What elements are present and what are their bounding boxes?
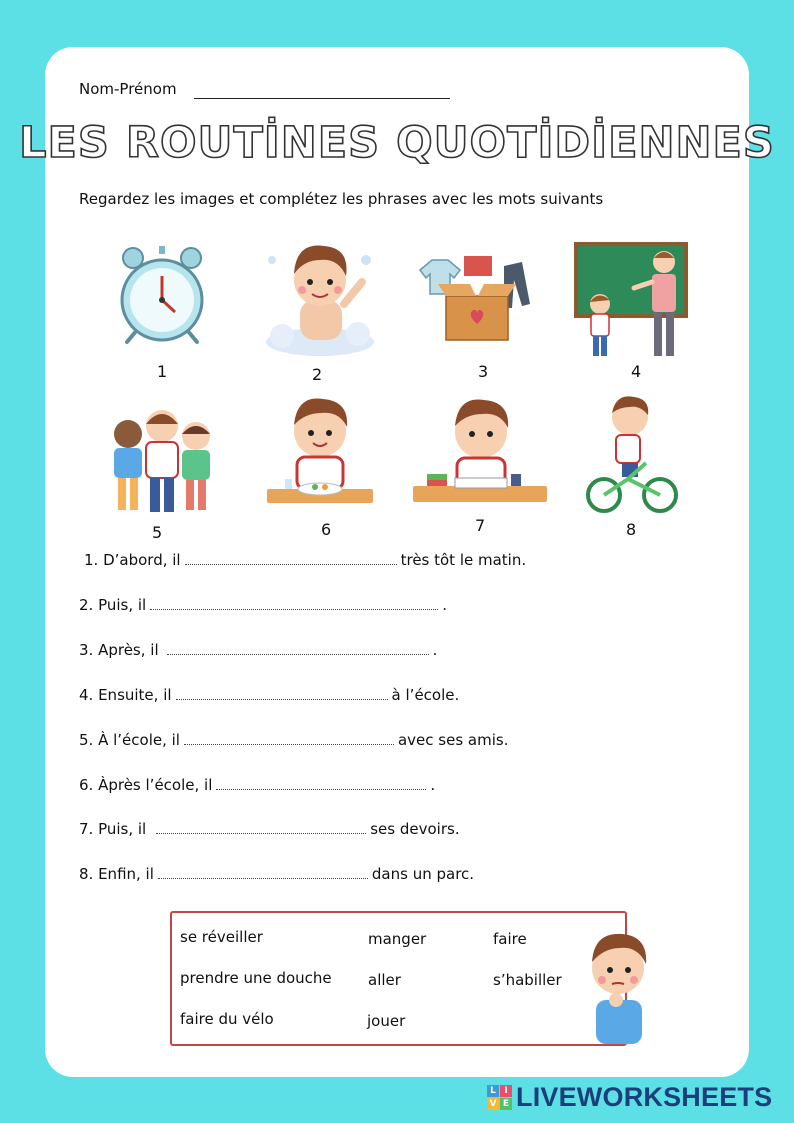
logo-tile: E: [500, 1098, 512, 1110]
word-bank-item: se réveiller: [180, 928, 263, 946]
sentence-3-start: 3. Après, il: [79, 641, 159, 659]
sentence-4: [79, 686, 459, 704]
picture-number-4: 4: [631, 362, 642, 381]
worksheet-title: LES ROUTİNES QUOTİDİENNES: [19, 118, 775, 168]
sentence-6-end: .: [430, 776, 436, 794]
sentence-7-end: ses devoirs.: [370, 820, 460, 838]
word-bank-item: faire du vélo: [180, 1010, 274, 1028]
sentence-3-end: .: [432, 641, 438, 659]
name-input-line[interactable]: [194, 98, 450, 99]
sentence-8-blank[interactable]: [158, 866, 368, 879]
word-bank-item: s’habiller: [493, 971, 562, 989]
logo-tiles-icon: [487, 1085, 512, 1110]
picture-number-2: 2: [312, 365, 323, 384]
sentence-8-end: dans un parc.: [371, 865, 475, 883]
picture-number-6: 6: [321, 520, 332, 539]
boy-eating-icon: [267, 395, 373, 513]
word-bank-item: aller: [368, 971, 401, 989]
sentence-1-blank[interactable]: [185, 552, 397, 565]
sentence-5-blank[interactable]: [184, 732, 394, 745]
thinking-boy-icon: [582, 928, 658, 1044]
sentence-5: [79, 731, 508, 749]
sentence-7: [79, 820, 460, 838]
sentence-7-start: 7. Puis, il: [79, 820, 147, 838]
word-bank-item: faire: [493, 930, 527, 948]
picture-number-3: 3: [478, 362, 489, 381]
clothes-box-icon: [414, 250, 538, 344]
sentence-6-start: 6. Àprès l’école, il: [79, 776, 213, 794]
logo-tile: I: [500, 1085, 512, 1097]
liveworksheets-logo: [487, 1082, 772, 1113]
picture-number-8: 8: [626, 520, 637, 539]
sentence-2: [79, 596, 447, 614]
sentence-3: [79, 641, 437, 659]
picture-number-7: 7: [475, 516, 486, 535]
sentence-8: [79, 865, 474, 883]
sentence-5-start: 5. À l’école, il: [79, 731, 180, 749]
sentence-6-blank[interactable]: [216, 777, 426, 790]
sentence-2-end: .: [442, 596, 448, 614]
boy-shower-icon: [262, 230, 380, 358]
picture-number-5: 5: [152, 523, 163, 542]
boy-homework-icon: [413, 396, 547, 512]
sentence-2-start: 2. Puis, il: [79, 596, 147, 614]
sentence-6: [79, 776, 435, 794]
sentence-4-start: 4. Ensuite, il: [79, 686, 172, 704]
classroom-teacher-icon: [574, 242, 688, 362]
sentence-4-blank[interactable]: [176, 687, 388, 700]
logo-tile: L: [487, 1085, 499, 1097]
logo-tile: V: [487, 1098, 499, 1110]
word-bank-item: jouer: [367, 1012, 406, 1030]
sentence-4-end: à l’école.: [391, 686, 460, 704]
sentence-8-start: 8. Enfin, il: [79, 865, 154, 883]
friends-group-icon: [106, 400, 218, 518]
brand-name: LIVEWORKSHEETS: [516, 1082, 773, 1112]
picture-number-1: 1: [157, 362, 168, 381]
sentence-7-blank[interactable]: [156, 821, 366, 834]
word-bank-item: prendre une douche: [180, 969, 332, 987]
sentence-1-start: 1. D’abord, il: [84, 551, 181, 569]
instruction-text: Regardez les images et complétez les phrases avec les mots suivants: [79, 190, 604, 208]
boy-bicycle-icon: [586, 393, 678, 515]
sentence-5-end: avec ses amis.: [397, 731, 509, 749]
sentence-3-blank[interactable]: [167, 642, 429, 655]
sentence-1: [84, 551, 526, 569]
name-label: Nom-Prénom: [79, 80, 177, 98]
sentence-2-blank[interactable]: [150, 597, 438, 610]
sentence-1-end: très tôt le matin.: [400, 551, 527, 569]
word-bank-item: manger: [368, 930, 427, 948]
alarm-clock-icon: [113, 242, 211, 346]
